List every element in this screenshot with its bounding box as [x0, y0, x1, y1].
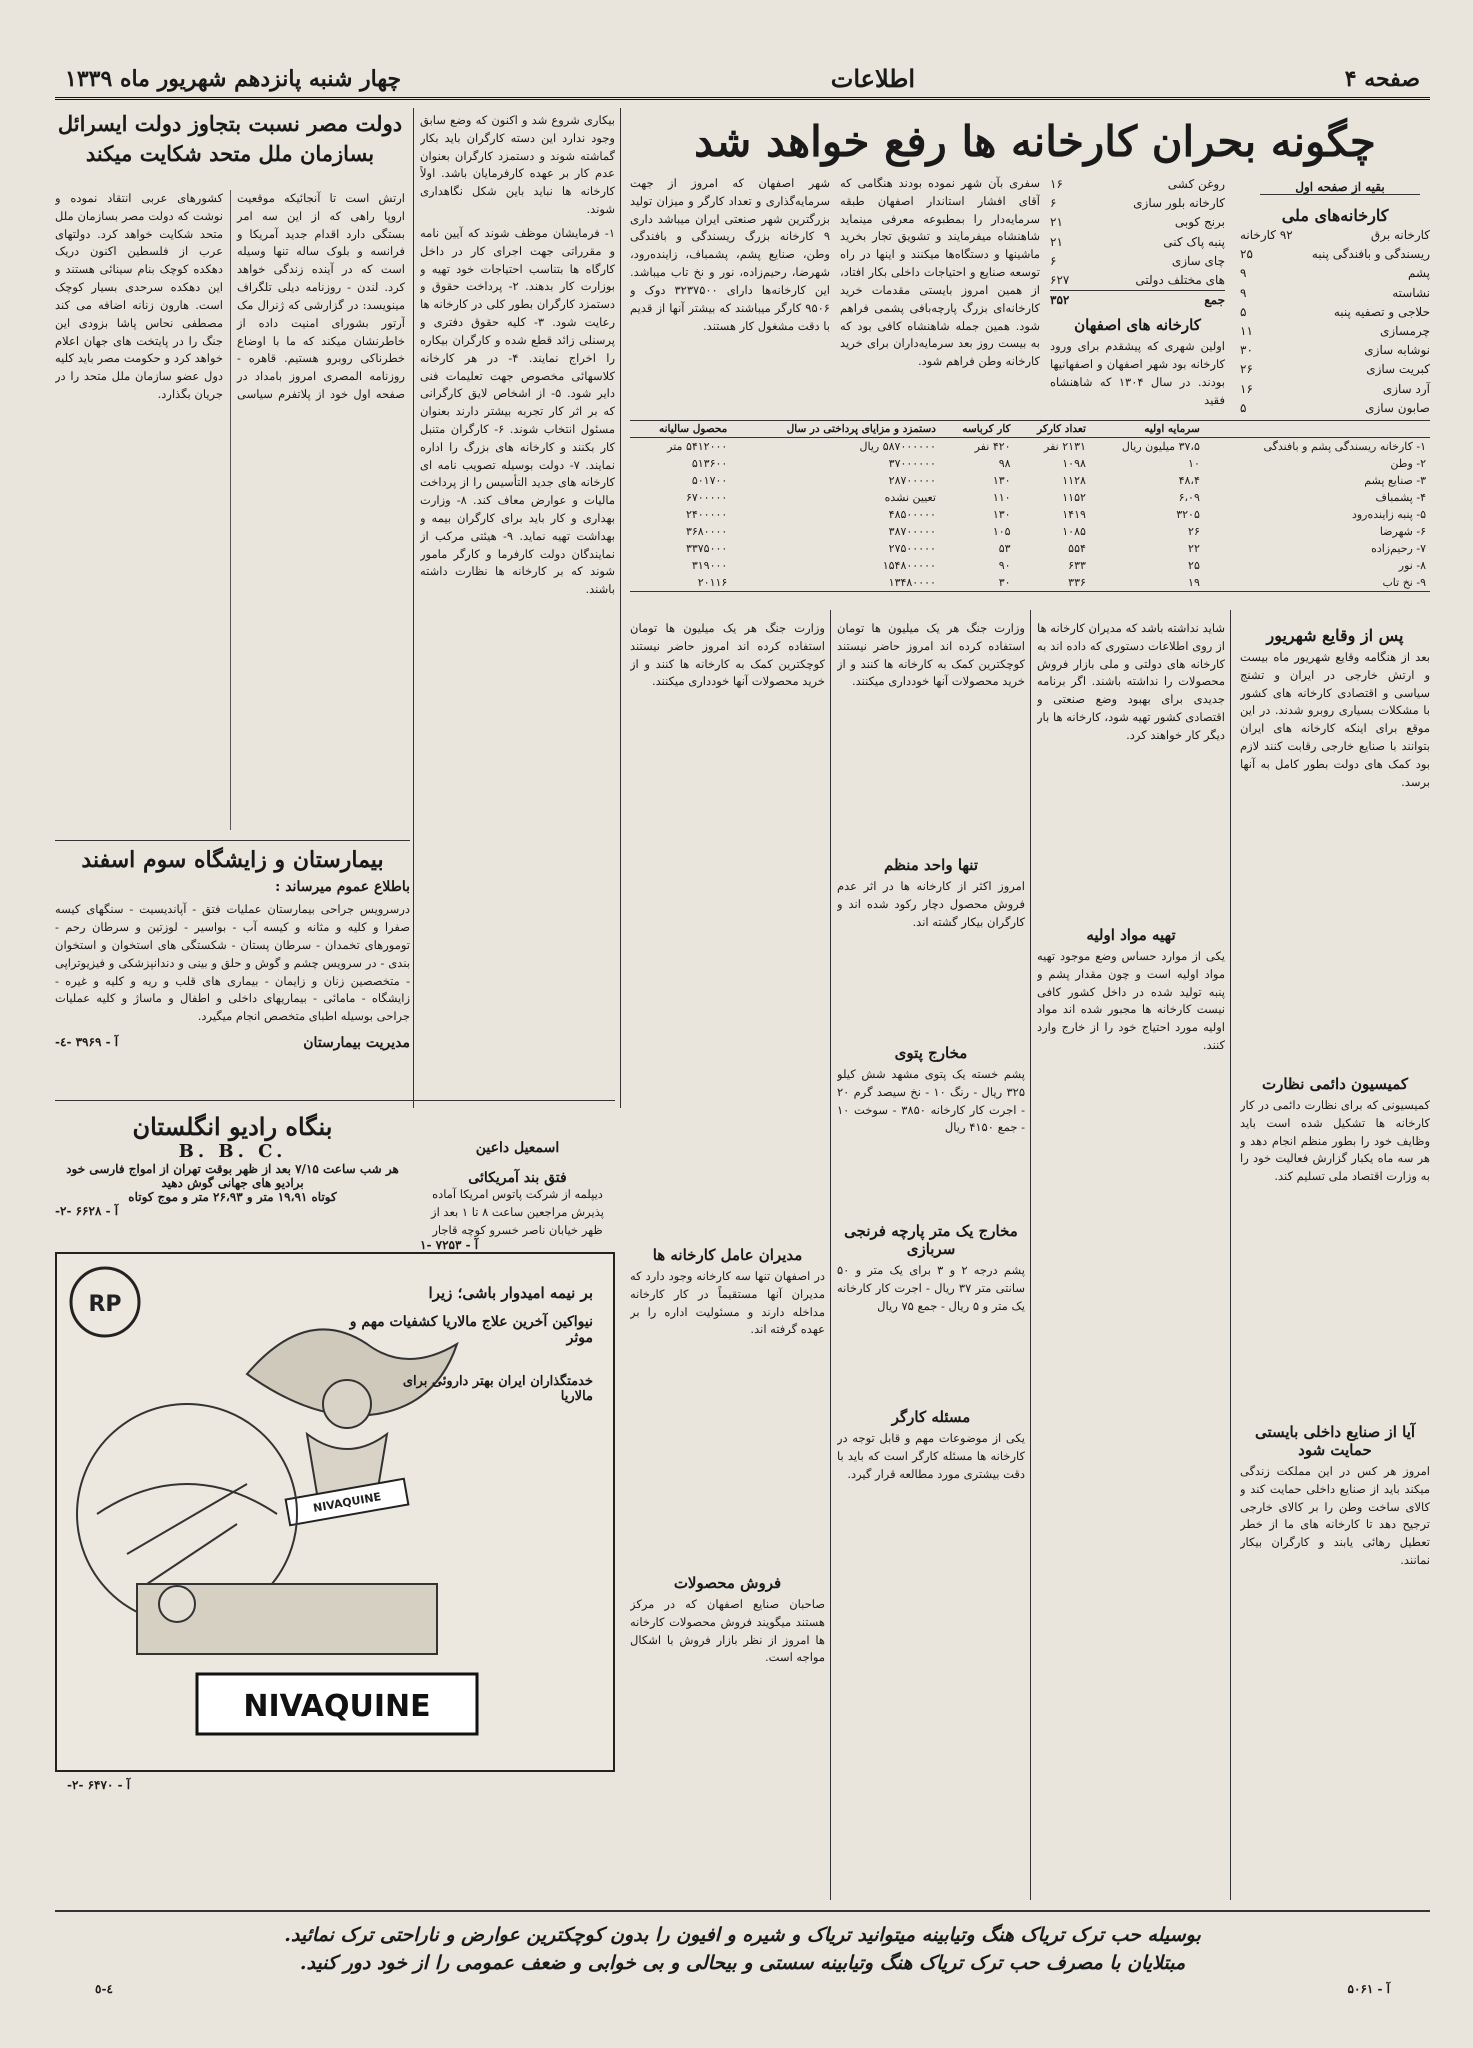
ad-code: آ - ۷۲۵۳ -۱ — [420, 1238, 479, 1252]
table-row — [630, 540, 1430, 557]
table-cell: ۳۱۹۰۰۰ — [691, 559, 728, 572]
table-cell: ۴۸،۴ — [1178, 474, 1200, 487]
list-item: های مختلف دولتی ۶۲۷ — [1050, 272, 1225, 287]
table-cell: ۱۹ — [1188, 576, 1200, 589]
hospital-signature: مدیریت بیمارستان — [303, 1035, 410, 1052]
hernia-title: فتق بند آمریکائی — [468, 1170, 567, 1186]
column-subheading: مدیران عامل کارخانه ها — [652, 1246, 803, 1264]
nivaquine-ad — [55, 1252, 615, 1792]
table-cell: ۸- نور — [1398, 559, 1426, 572]
national-factories-heading: کارخانه‌های ملی — [1281, 206, 1389, 225]
table-cell: ۲۷۵۰۰۰۰۰ — [888, 542, 936, 555]
issue-date: چهار شنبه پانزدهم شهریور ماه ۱۳۳۹ — [65, 65, 402, 92]
table-cell: ۳۸۷۰۰۰۰۰ — [888, 525, 936, 538]
column-divider — [1030, 610, 1031, 1900]
column-subheading: فروش محصولات — [673, 1574, 782, 1592]
second-factories-list — [1050, 175, 1225, 408]
table-header — [1204, 421, 1430, 438]
nivaquine-slogan-3: خدمتگذاران ایران بهتر داروئی برای مالاریا — [402, 1374, 593, 1404]
column-text: امروز اکثر از کارخانه ها در اثر عدم فروش محصول دچار رکود شده اند و کارگران بیکار گشته اند. — [837, 879, 1025, 929]
table-cell: ۳۶۸۰۰۰۰ — [685, 525, 728, 538]
list-item: چرمسازی ۱۱ — [1240, 323, 1430, 338]
table-cell: ۶- شهرضا — [1379, 525, 1426, 538]
events-text: کمیسیونی که برای نظارت دائمی در کار کارخانه ها تشکیل شده است باید وظایف خود را بطور منظم انجام دهد و هر سه ماه یکبار گزارش فعالیت خود را به وزارت اقتصاد ملی تسلیم کند. — [1240, 1098, 1430, 1184]
table-cell: ۵۱۳۶۰۰ — [691, 457, 728, 470]
article-column: شهر اصفهان که امروز از جهت سرمایه‌گذاری و تعداد کارگر و میزان تولید بزرگترین شهر صنعتی ایران میباشد داری ۹ کارخانه بزرگ ریسندگی و بافندگی وطن، صنایع پشم، پشمباف، زاینده‌رود، شهرضا، رحیم‌زاده، نور و نخ تاب میباشد. این کارخانه‌ها دارای ۳۲۳۷۵۰۰ دوک و ۹۵۰۶ کارگر میباشند که بیشتر آنها از قدیم با دقت مشغول کار هستند. — [630, 176, 830, 333]
workers-article-intro: بیکاری شروع شد و اکنون که وضع سابق وجود ندارد این دسته کارگران باید بکار گماشته شوند و دستمزد کارگران بعنوان عدم کار بر عهده کارفرمایان باشد. اولاً کارخانه ها نباید باین شکل نگاهداری شوند. — [420, 113, 615, 217]
isfahan-intro: اولین شهری که پیشقدم برای ورود کارخانه بود شهر اصفهان و اصفهانیها بودند. در سال ۱۳۰۴ که شاهنشاه فقید — [1050, 339, 1225, 407]
table-cell: ۳۰ — [998, 576, 1011, 589]
table-cell: ۳۷۰۰۰۰۰۰ — [888, 457, 936, 470]
hospital-ad — [55, 848, 410, 1088]
events-subheading: آیا از صنایع داخلی بایستی حمایت شود — [1254, 1423, 1416, 1459]
table-cell: تعیین نشده — [884, 491, 936, 504]
table-cell: ۲۰۱۱۶ — [697, 576, 728, 589]
opium-ad — [55, 1918, 1430, 2018]
table-header: محصول سالیانه — [630, 421, 731, 438]
table-cell: ۹۰ — [998, 559, 1011, 572]
column-text: یکی از موضوعات مهم و قابل توجه در کارخانه ها مسئله کارگر است که باید با دقت بیشتری مورد مطالعه قرار گیرد. — [837, 1431, 1025, 1481]
table-cell: ۵۰۱۷۰۰ — [691, 474, 728, 487]
table-cell: ۱۰۵ — [992, 525, 1011, 538]
list-item: برنج کوبی ۲۱ — [1050, 215, 1225, 230]
ad-code: آ - ۵۰۶۱ — [1347, 1982, 1390, 1996]
list-item: نوشابه سازی ۳۰ — [1240, 343, 1430, 358]
opium-ad-line-2: مبتلایان با مصرف حب ترک تریاک هنگ وتیابینه سستی و بیحالی و بی خوابی و ضعف عمومی را از خود دور کنید. — [299, 1952, 1186, 1974]
hernia-ad — [420, 1170, 615, 1252]
column-divider — [1230, 610, 1231, 1900]
rp-logo-text: RP — [88, 1292, 122, 1317]
table-cell: ۳۳۷۵۰۰۰ — [685, 542, 728, 555]
ad-code: آ - ۶۶۲۸ -۲- — [55, 1204, 119, 1218]
nivaquine-slogan-2: نیواکین آخرین علاج مالاریا کشفیات مهم و موثر — [349, 1314, 593, 1346]
list-item: کارخانه برق ۹۲ کارخانه — [1240, 228, 1430, 242]
mosquito-legs-icon — [127, 1484, 247, 1584]
table-row — [630, 574, 1430, 591]
list-item: حلاجی و تصفیه پنبه ۵ — [1240, 304, 1430, 319]
middle-column-a — [1037, 620, 1225, 1900]
table-row — [630, 489, 1430, 506]
bbc-latin: B. B. C. — [178, 1141, 287, 1162]
table-cell: ۱۱۵۲ — [1062, 491, 1086, 504]
newspaper-name: اطلاعات — [830, 64, 916, 93]
table-cell: ۲۲ — [1188, 542, 1200, 555]
table-cell: ۷- رحیم‌زاده — [1371, 542, 1426, 555]
national-factories-list — [1240, 226, 1430, 418]
list-item: پشم ۹ — [1240, 266, 1430, 281]
masthead — [55, 60, 1430, 100]
table-row — [630, 472, 1430, 489]
hospital-text: درسرویس جراحی بیمارستان عملیات فتق - آپاندیسیت - سنگهای کیسه صفرا و کلیه و مثانه و کیسه آب - بواسیر - لوزتین و سرطان رحم - تومورهای تخمدان - سرطان پستان - شکستگی های استخوان و استخوان بندی - در سرویس چشم و گوش و حلق و بینی و دندانپزشکی و فیزیوتراپی - متخصصین زنان و زایمان - بیماری های قلب و ریه و کلیه و غیره - زایشگاه - مامائی - بیماریهای داخلی و اطفال و ماساژ و کلیه عملیات جراحی بوسیله اطبای متخصص انجام میگیرد. — [55, 902, 410, 1024]
egypt-headline — [55, 112, 405, 166]
table-cell: ۴- پشمباف — [1375, 491, 1426, 504]
table-header: تعداد کارکر — [1015, 421, 1090, 438]
bbc-text: هر شب ساعت ۷/۱۵ بعد از ظهر بوقت تهران از امواج فارسی خود برادیو های جهانی گوش دهید — [66, 1162, 399, 1190]
table-row — [630, 557, 1430, 574]
table-row — [630, 506, 1430, 523]
egypt-headline-line-2: بسازمان ملل متحد شکایت میکند — [85, 141, 375, 167]
table-cell: ۵- پنبه زاینده‌رود — [1351, 508, 1426, 521]
column-divider — [830, 610, 831, 1900]
column-divider — [620, 108, 621, 1108]
isfahan-heading: کارخانه های اصفهان — [1074, 316, 1201, 335]
column-subheading: مخارج پتوی — [894, 1044, 968, 1062]
table-row — [630, 438, 1430, 456]
column-text: صاحبان صنایع اصفهان که در مرکز هستند میگویند فروش محصولات کارخانه ها امروز از نظر بازار فروش با اشکال مواجه است. — [630, 1597, 825, 1665]
list-item: کبریت سازی ۲۶ — [1240, 362, 1430, 377]
table-cell: ۹۸ — [998, 457, 1011, 470]
table-cell: ۲۴۰۰۰۰۰ — [685, 508, 728, 521]
list-item: آرد سازی ۱۶ — [1240, 381, 1430, 396]
ad-code: ٤-٥ — [95, 1982, 113, 1996]
table-header: سرمایه اولیه — [1090, 421, 1204, 438]
list-item: روغن کشی ۱۶ — [1050, 177, 1225, 191]
table-cell: ۱۰۹۸ — [1062, 457, 1086, 470]
table-cell: ۱۰۸۵ — [1062, 525, 1086, 538]
events-title: پس از وقایع شهریور — [1266, 626, 1404, 645]
table-cell: ۱۳۴۸۰۰۰۰ — [888, 576, 936, 589]
table-cell: ۱۳۰ — [992, 474, 1011, 487]
opium-ad-line-1: بوسیله حب ترک تریاک هنگ وتیابینه میتوانید تریاک و شیره و افیون را بدون کوچکترین عوارض و ناراحتی ترک نمائید. — [284, 1924, 1201, 1946]
column-text: در اصفهان تنها سه کارخانه وجود دارد که مدیران آنها مستقیماً در کار کارخانه مداخله دارند و مسئولیت اداره را بر عهده گرفته اند. — [630, 1269, 825, 1337]
bbc-frequency: کوتاه ۱۹،۹۱ متر و ۲۶،۹۳ متر و موج کوتاه — [128, 1190, 337, 1204]
table-cell: ۲۸۷۰۰۰۰۰ — [888, 474, 936, 487]
list-item: چای سازی ۶ — [1050, 253, 1225, 268]
table-cell: ۶۷۰۰۰۰۰ — [685, 491, 728, 504]
table-cell: ۳۲۰۵ — [1176, 508, 1200, 521]
table-cell: ۴۸۵۰۰۰۰۰ — [888, 508, 936, 521]
egypt-article-text: ارتش است تا آنجائیکه موقعیت اروپا راهی که از این سه امر بستگی دارد اقدام جدید آمریکا و فرانسه و بلوک ساله تنها وسیله است که در آینده زندگی خواهد کرد. لندن - روزنامه دیلی تلگراف مینویسد: در گزارشی که ژنرال مک آرتور بشورای امنیت داده از خاطرنشان میکند که ما با اوضاع خطرناکی روبرو هستیم. قاهره - روزنامه المصری امروز بامداد در صفحه اول خود از پلاتفرم سیاسی کشورهای عربی انتقاد نموده و نوشت که دولت مصر بسازمان ملل متحد شکایت خواهد کرد. دولتهای عرب از فلسطین اکنون دریک دهکده کوچک بنام سینائی هستند و این دهکده سرحدی بسیار کوچک است. هارون زنانه اضافه می کند مصطفی نحاس پاشا بزودی این جنگ را در پایتخت های جهان اعلام خواهد کرد و حکومت مصر باید کلیه دول عضو سازمان ملل متحد را در جریان بگذارد. — [55, 191, 405, 401]
table-cell: ۳۷،۵ میلیون ریال — [1121, 440, 1200, 453]
table-cell: ۳- صنایع پشم — [1364, 474, 1426, 487]
events-text: بعد از هنگامه وقایع شهریور ماه بیست و ارتش خارجی در ایران و تشنج سیاسی و اقتصادی کارخانه های کشور با مشکلات بسیاری روبرو شدند. در این موقع برای اینکه کارخانه های ایران بتوانند با صنایع خارجی رقابت کنند لازم بود کمک های دولت بطور کامل به آنها برسد. — [1240, 650, 1430, 789]
table-cell: ۹- نخ تاب — [1382, 576, 1426, 589]
column-text: شاید نداشته باشد که مدیران کارخانه ها از روی اطلاعات دستوری که داده اند به کارخانه های دولتی و ملی بازار فروش محصولات را نداشته باشند. اگر برنامه جدیدی برای بهبود وضع صنعتی و اقتصادی کشور تهیه شود، کارخانه ها بار دیگر کار خواهند کرد. — [1037, 621, 1225, 742]
table-cell: ۱۱۰ — [992, 491, 1011, 504]
table-cell: ۶۳۳ — [1068, 559, 1086, 572]
events-column — [1240, 620, 1430, 1900]
table-cell: ۵۳ — [998, 542, 1011, 555]
mosquito-icon — [97, 1484, 277, 1514]
factory-table — [630, 420, 1430, 592]
list-item: کارخانه بلور سازی ۶ — [1050, 196, 1225, 211]
column-text: پشم درجه ۲ و ۳ برای یک متر و ۵۰ سانتی متر ۳۷ ریال - اجرت کار کارخانه یک متر و ۵ ریال - جمع ۷۵ ریال — [837, 1263, 1025, 1313]
column-text: پشم خسته یک پتوی مشهد شش کیلو ۳۲۵ ریال - رنگ ۱۰ - نخ سیصد گرم ۲۰ - اجرت کار کارخانه ۳۸۵۰ - سوخت ۱۰ - جمع ۴۱۵۰ ریال — [837, 1067, 1025, 1135]
table-header: کار کرباسه — [940, 421, 1015, 438]
article-column: سفری بآن شهر نموده بودند هنگامی که آقای افشار استاندار اصفهان طبقه سرمایه‌دار را بمطبوعه معرفی مینماید شاهنشاه میفرمایند و تشویق تجار بخرید ماشینها و دستگاه‌ها میکنند و اینها در راه توسعه صنایع و احتیاجات داخلی بکار افتاد، از همین امروز بایستی مقدمات خرید کارخانه‌ای بزرگ پارچه‌بافی پشمی فراهم شود. همین جمله شاهنشاه کافی بود که به بیست روز بعد سرمایه‌داران برای خرید کارخانه وطن فراهم شود. — [840, 176, 1040, 369]
middle-column-b — [837, 620, 1025, 1900]
table-cell: ۱۳۰ — [992, 508, 1011, 521]
patient-icon — [159, 1586, 195, 1622]
column-text: یکی از موارد حساس وضع موجود تهیه مواد اولیه است و چون مقدار پشم و پنبه تولید شده در داخل کشور کافی نیست کارخانه ها مجبور شده اند مواد اولیه مورد احتیاج خود را از خارج وارد کنند. — [1037, 949, 1225, 1053]
column-text: وزارت جنگ هر یک میلیون ها تومان استفاده کرده اند امروز حاضر نیستند کوچکترین کمک به کارخانه ها کنند و از خرید محصولات آنها خودداری میکنند. — [837, 621, 1025, 689]
list-item: جمع ۳۵۲ — [1050, 290, 1225, 310]
table-cell: ۱۰ — [1188, 457, 1200, 470]
column-subheading: مسئله کارگر — [891, 1408, 971, 1426]
workers-signature: اسمعیل داعین — [475, 1140, 560, 1156]
table-cell: ۶،۰۹ — [1178, 491, 1200, 504]
table-row — [630, 523, 1430, 540]
column-subheading: تهیه مواد اولیه — [1086, 926, 1176, 944]
bbc-title: بنگاه رادیو انگلستان — [132, 1112, 333, 1141]
table-cell: ۵۸۷۰۰۰۰۰۰ ریال — [859, 440, 936, 453]
bbc-ad — [55, 1112, 410, 1232]
page-number: صفحه ۴ — [1344, 65, 1420, 92]
column-divider — [413, 108, 414, 1108]
main-headline: چگونه بحران کارخانه ها رفع خواهد شد — [694, 117, 1376, 166]
table-cell: ۳۳۶ — [1068, 576, 1086, 589]
table-cell: ۵۵۴ — [1068, 542, 1086, 555]
table-row — [630, 455, 1430, 472]
middle-column-c — [630, 620, 825, 1900]
list-item: نشاسته ۹ — [1240, 285, 1430, 300]
hospital-title: بیمارستان و زایشگاه سوم اسفند — [81, 847, 384, 873]
ad-code: آ - ۳۹۶۹ -٤- — [55, 1035, 119, 1050]
list-item: پنبه پاک کنی ۲۱ — [1050, 234, 1225, 249]
column-subheading: مخارج یک متر پارچه فرنجی سربازی — [844, 1222, 1018, 1258]
table-cell: ۲- وطن — [1390, 457, 1426, 470]
table-cell: ۵۴۱۲۰۰۰ متر — [667, 440, 728, 453]
table-header: دستمزد و مزایای پرداختی در سال — [731, 421, 940, 438]
angel-head-icon — [323, 1380, 371, 1428]
column-text: وزارت جنگ هر یک میلیون ها تومان استفاده کرده اند امروز حاضر نیستند کوچکترین کمک به کارخانه ها کنند و از خرید محصولات آنها خودداری میکنند. — [630, 621, 825, 689]
column-subheading: تنها واحد منظم — [883, 856, 979, 874]
events-subheading: کمیسیون دائمی نظارت — [1261, 1075, 1409, 1093]
table-cell: ۱۴۱۹ — [1062, 508, 1086, 521]
nivaquine-slogan-1: بر نیمه امیدوار باشی؛ زیرا — [428, 1284, 593, 1302]
hernia-text: دیپلمه از شرکت پاتوس امریکا آماده پذیرش مراجعین ساعت ۸ تا ۱ بعد از ظهر خیابان ناصر خسرو کوچه قاجار — [431, 1187, 604, 1237]
hospital-intro: باطلاع عموم میرساند : — [275, 879, 410, 896]
nivaquine-brand: NIVAQUINE — [243, 1689, 431, 1724]
table-cell: ۲۵ — [1188, 559, 1200, 572]
table-cell: ۱۱۲۸ — [1062, 474, 1086, 487]
table-cell: ۱- کارخانه ریسندگی پشم و بافندگی — [1263, 440, 1426, 453]
list-item: ریسندگی و بافندگی پنبه ۲۵ — [1240, 247, 1430, 262]
table-header-row — [630, 421, 1430, 438]
table-cell: ۴۲۰ نفر — [974, 440, 1011, 453]
list-item: صابون سازی ۵ — [1240, 400, 1430, 415]
medicine-box-label: NIVAQUINE — [312, 1490, 383, 1515]
table-cell: ۲۶ — [1188, 525, 1200, 538]
events-text: امروز هر کس در این مملکت زندگی میکند باید از صنایع داخلی حمایت کند و کالای ساخت وطن را بر کالای خارجی ترجیح دهد تا کارخانه های ما از خطر تعطیل رهائی یابند و کارگران بیکار نمانند. — [1240, 1464, 1430, 1568]
egypt-headline-line-1: دولت مصر نسبت بتجاوز دولت ایسرائل — [57, 111, 403, 136]
table-cell: ۲۱۳۱ نفر — [1044, 440, 1086, 453]
continued-note: بقیه از صفحه اول — [1260, 180, 1420, 195]
ad-code: آ - ۶۴۷۰ -۲- — [67, 1778, 131, 1792]
table-cell: ۱۵۴۸۰۰۰۰۰ — [882, 559, 936, 572]
workers-article-text: ۱- فرمایشان موظف شوند که آیین نامه و مقرراتی جهت اجرای کار در داخل کارگاه ها بتناسب احتیاجات خود تهیه و بوزارت کار بدهند. ۲- پرداخت حقوق و دستمزد کارگران بطور کلی در کارخانه ها رعایت شود. ۳- کلیه حقوق دفتری و پرسنلی زائد قطع شده و کارگران بیکاره را اخراج نمایند. ۴- در هر کارخانه کلاسهائی مخصوص جهت تعلیمات فنی دایر شود. ۵- از اشخاص لایق کارگرانی که بر اثر کار تجربه بیشتر دارند بعنوان مسئول انتخاب شوند. ۶- کارگران متنبل کار بکنند و کارخانه های بزرگ را اداره نمایند. ۷- دولت بوسیله تصویب نامه ای کارخانه های جدید التأسیس را از پرداخت مالیات و عوارض معاف کند. ۸- وزارت بهداری و کار باید برای کارگران بیمه و بهداشت تهیه نماید. ۹- هیئتی مرکب از نمایندگان دولت کارفرما و کارگر مامور شوند که بر کارخانه ها نظارت داشته باشند. — [420, 226, 615, 597]
